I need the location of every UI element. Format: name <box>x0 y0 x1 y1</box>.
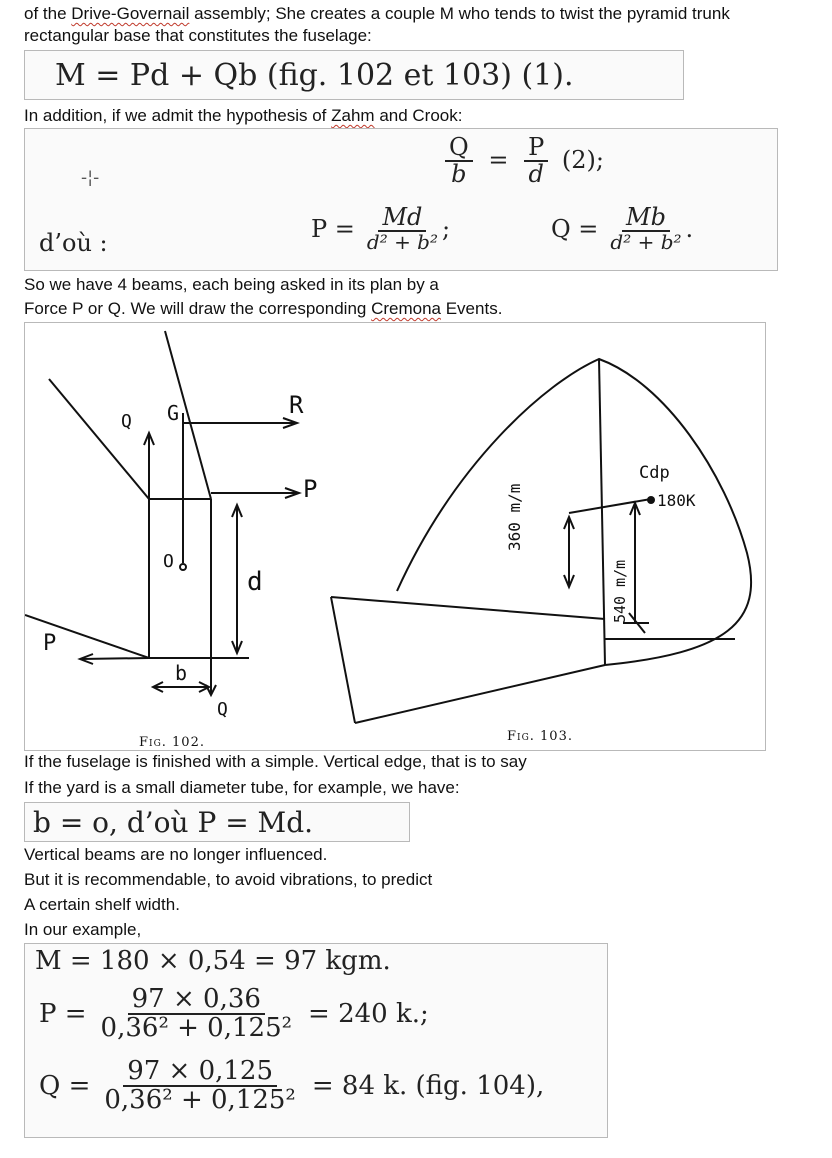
text-line-11: In our example, <box>24 920 142 939</box>
equation-3: b = o, d’où P = Md. <box>24 802 410 842</box>
label-r: R <box>289 391 304 419</box>
label-360: 360 m/m <box>505 483 524 551</box>
label-o: O <box>163 551 174 572</box>
figure-drawing <box>25 323 765 750</box>
spellcheck-word: Drive-Governail <box>71 4 190 23</box>
center-of-pressure-point <box>647 496 655 504</box>
text-line-2: rectangular base that constitutes the fuselage: <box>24 26 372 45</box>
caption-fig-103: Fig. 103. <box>507 729 573 744</box>
text-line-10: A certain shelf width. <box>24 895 180 914</box>
text-line-3: In addition, if we admit the hypothesis of Zahm and Crook: <box>24 106 463 125</box>
label-q-top: Q <box>121 411 132 432</box>
label-p-left: P <box>43 631 57 656</box>
cursor-icon: -¦- <box>81 167 100 188</box>
equation-4: M = 180 × 0,54 = 97 kgm. P = $\frac{97 \times 0,36}{\text{0,36² + 0,125²}}$ = 240 k.; Q = $\frac{97 \times 0,125}{\text{0,36² + 0,125²}}$ = 84 k. (fig. 104), <box>24 943 608 1138</box>
text-line-7: If the yard is a small diameter tube, for example, we have: <box>24 778 460 797</box>
label-q-bottom: Q <box>217 699 228 720</box>
arrow-p-left <box>81 658 149 659</box>
spellcheck-word: Cremona <box>371 299 441 318</box>
label-p-top: P <box>303 475 318 503</box>
spellcheck-word: Zahm <box>331 106 375 125</box>
text-line-6: If the fuselage is finished with a simple. Vertical edge, that is to say <box>24 752 527 771</box>
caption-fig-102: Fig. 102. <box>139 735 205 750</box>
text-line-1: of the Drive-Governail assembly; She creates a couple M who tends to twist the pyramid trunk <box>24 4 730 23</box>
equation-2: -¦- $\frac{Q}{b}$ = $\frac{P}{d}$ (2); d’où : P = $\frac{Md}{\text{d² + b²}}$ ; Q = $\frac{Mb}{\text{d² + b²}}$ . <box>24 128 778 271</box>
text-line-4: So we have 4 beams, each being asked in its plan by a <box>24 275 439 294</box>
label-g: G <box>167 401 180 425</box>
text-line-8: Vertical beams are no longer influenced. <box>24 845 328 864</box>
label-540: 540 m/m <box>611 559 629 623</box>
label-d: d <box>247 567 263 597</box>
figure-102-103 <box>24 322 766 751</box>
text-line-5: Force P or Q. We will draw the corresponding Cremona Events. <box>24 299 503 318</box>
label-cdp: Cdp <box>639 463 670 483</box>
label-b: b <box>175 661 188 685</box>
diagonal-line <box>49 379 149 499</box>
text-line-9: But it is recommendable, to avoid vibrations, to predict <box>24 870 433 889</box>
point-o <box>180 564 186 570</box>
equation-1: M = Pd + Qb (fig. 102 et 103) (1). <box>24 50 684 100</box>
label-force: 180K <box>657 491 696 510</box>
